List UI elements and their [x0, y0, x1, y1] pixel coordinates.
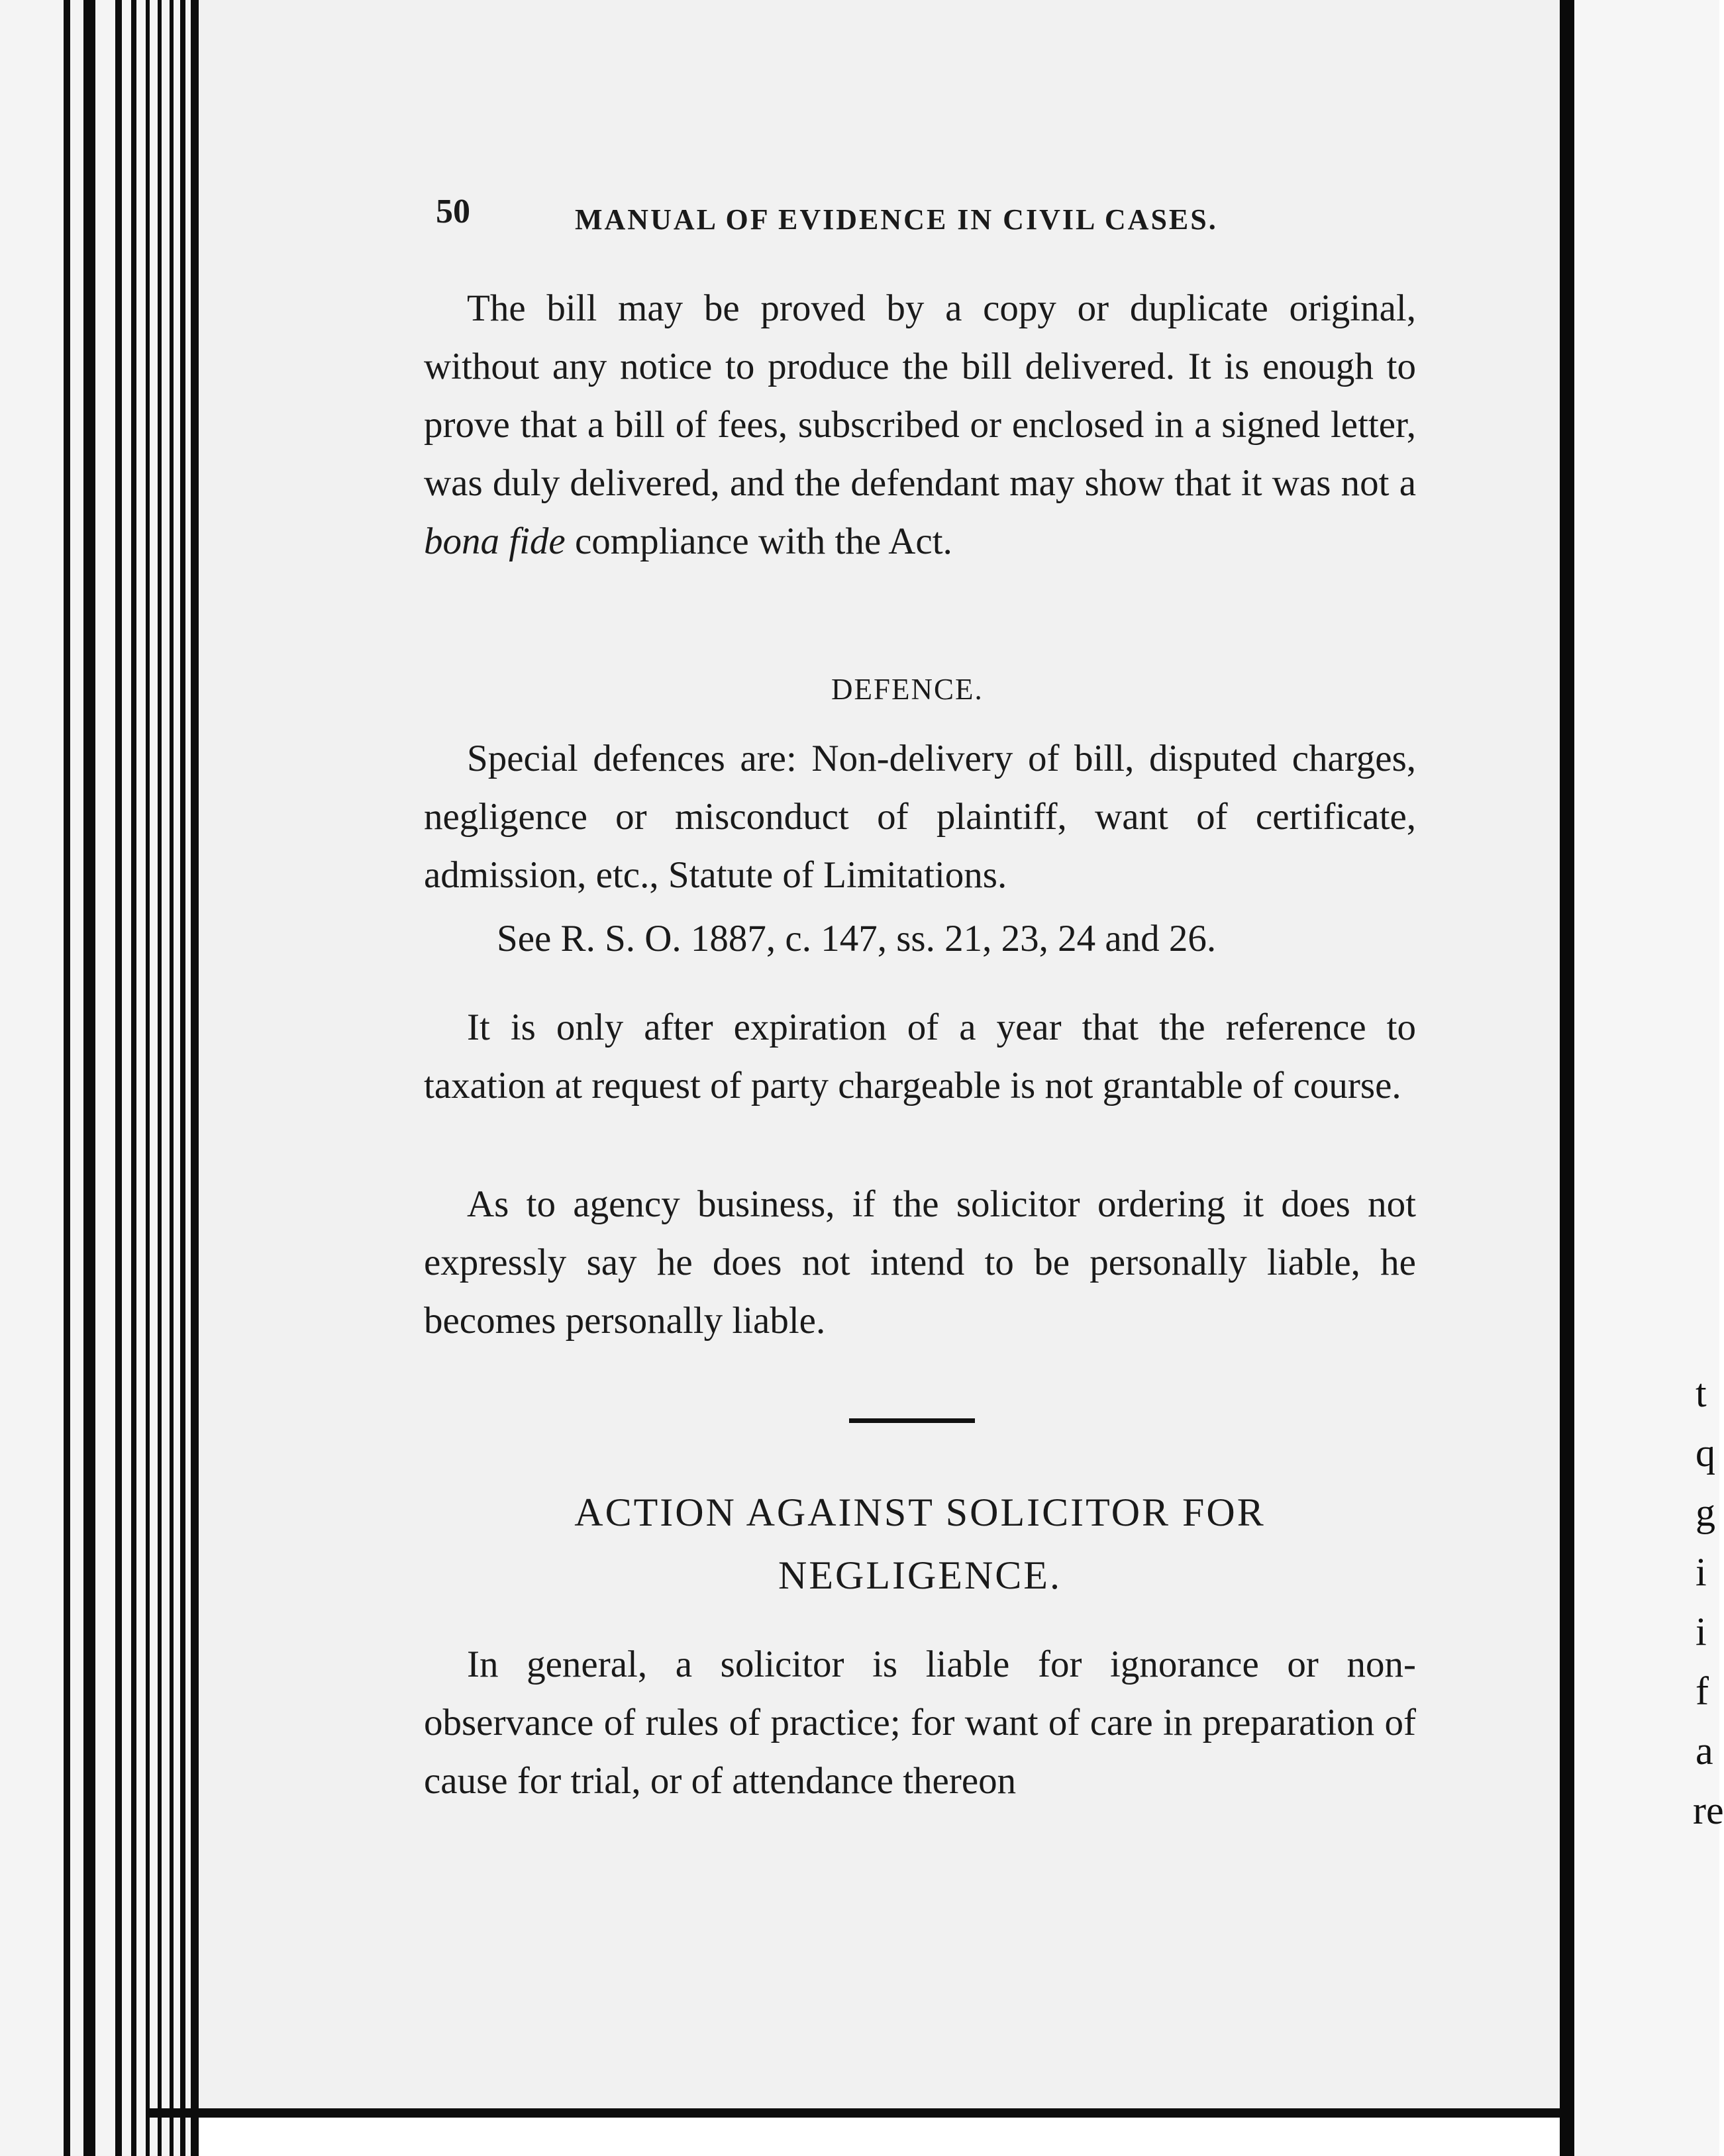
- italic-term: bona fide: [424, 520, 566, 562]
- section-heading-defence: DEFENCE.: [831, 673, 984, 706]
- paragraph-text: compliance with the Act.: [574, 520, 952, 562]
- page-edge-stripe: [64, 0, 70, 2156]
- running-title: MANUAL OF EVIDENCE IN CIVIL CASES.: [575, 203, 1218, 236]
- page-bottom-border: [149, 2108, 1560, 2118]
- page-edge-stripe: [131, 0, 136, 2156]
- next-page-fragment: q: [1696, 1431, 1715, 1475]
- paragraph-special-defences: Special defences are: Non-delivery of bill, disputed charges, negligence or misconduct of plaintiff, want of certificate, admission, etc., Statute of Limitations.: [424, 738, 1416, 896]
- paragraph-solicitor-liability: In general, a solicitor is liable for ignorance or non-observance of rules of practice; for want of care in preparation of cause for trial, or of attendance thereon: [424, 1643, 1416, 1802]
- paragraph-agency-business: As to agency business, if the solicitor ordering it does not expressly say he does not intend to be personally liable, he becomes personally liable.: [424, 1183, 1416, 1342]
- page-edge-stripe: [115, 0, 122, 2156]
- next-page-fragment: i: [1696, 1610, 1707, 1653]
- next-page-fragment: a: [1696, 1729, 1713, 1773]
- page-edge-stripe: [180, 0, 185, 2156]
- paragraph-taxation: It is only after expiration of a year that the reference to taxation at request of party chargeable is not grantable of course.: [424, 1006, 1416, 1106]
- page-edge-stripe: [83, 0, 95, 2156]
- book-spine: [0, 0, 199, 2156]
- paragraph-bill-proof: [424, 279, 1416, 571]
- next-page-fragment: t: [1696, 1371, 1707, 1415]
- page-gutter: [1560, 0, 1574, 2156]
- paragraph-text: The bill may be proved by a copy or duplicate original, without any notice to produce the bill delivered. It is enough to prove that a bill of fees, subscribed or enclosed in a signed letter, was duly delivered, and the defendant may show that it was not a: [424, 287, 1416, 504]
- next-page-fragment: f: [1696, 1669, 1709, 1713]
- page-edge-stripe: [191, 0, 199, 2156]
- statute-reference: See R. S. O. 1887, c. 147, ss. 21, 23, 24 and 26.: [497, 918, 1217, 959]
- next-page-fragment: re: [1693, 1788, 1724, 1832]
- page-edge-stripe: [158, 0, 162, 2156]
- next-page-fragment: i: [1696, 1550, 1707, 1594]
- section-divider: [849, 1418, 975, 1423]
- page-number: 50: [436, 193, 470, 230]
- page-edge-stripe: [146, 0, 150, 2156]
- section-title: NEGLIGENCE.: [778, 1553, 1062, 1597]
- next-page-fragment: g: [1696, 1491, 1715, 1534]
- section-title: ACTION AGAINST SOLICITOR FOR: [574, 1491, 1266, 1534]
- page-edge-stripe: [170, 0, 174, 2156]
